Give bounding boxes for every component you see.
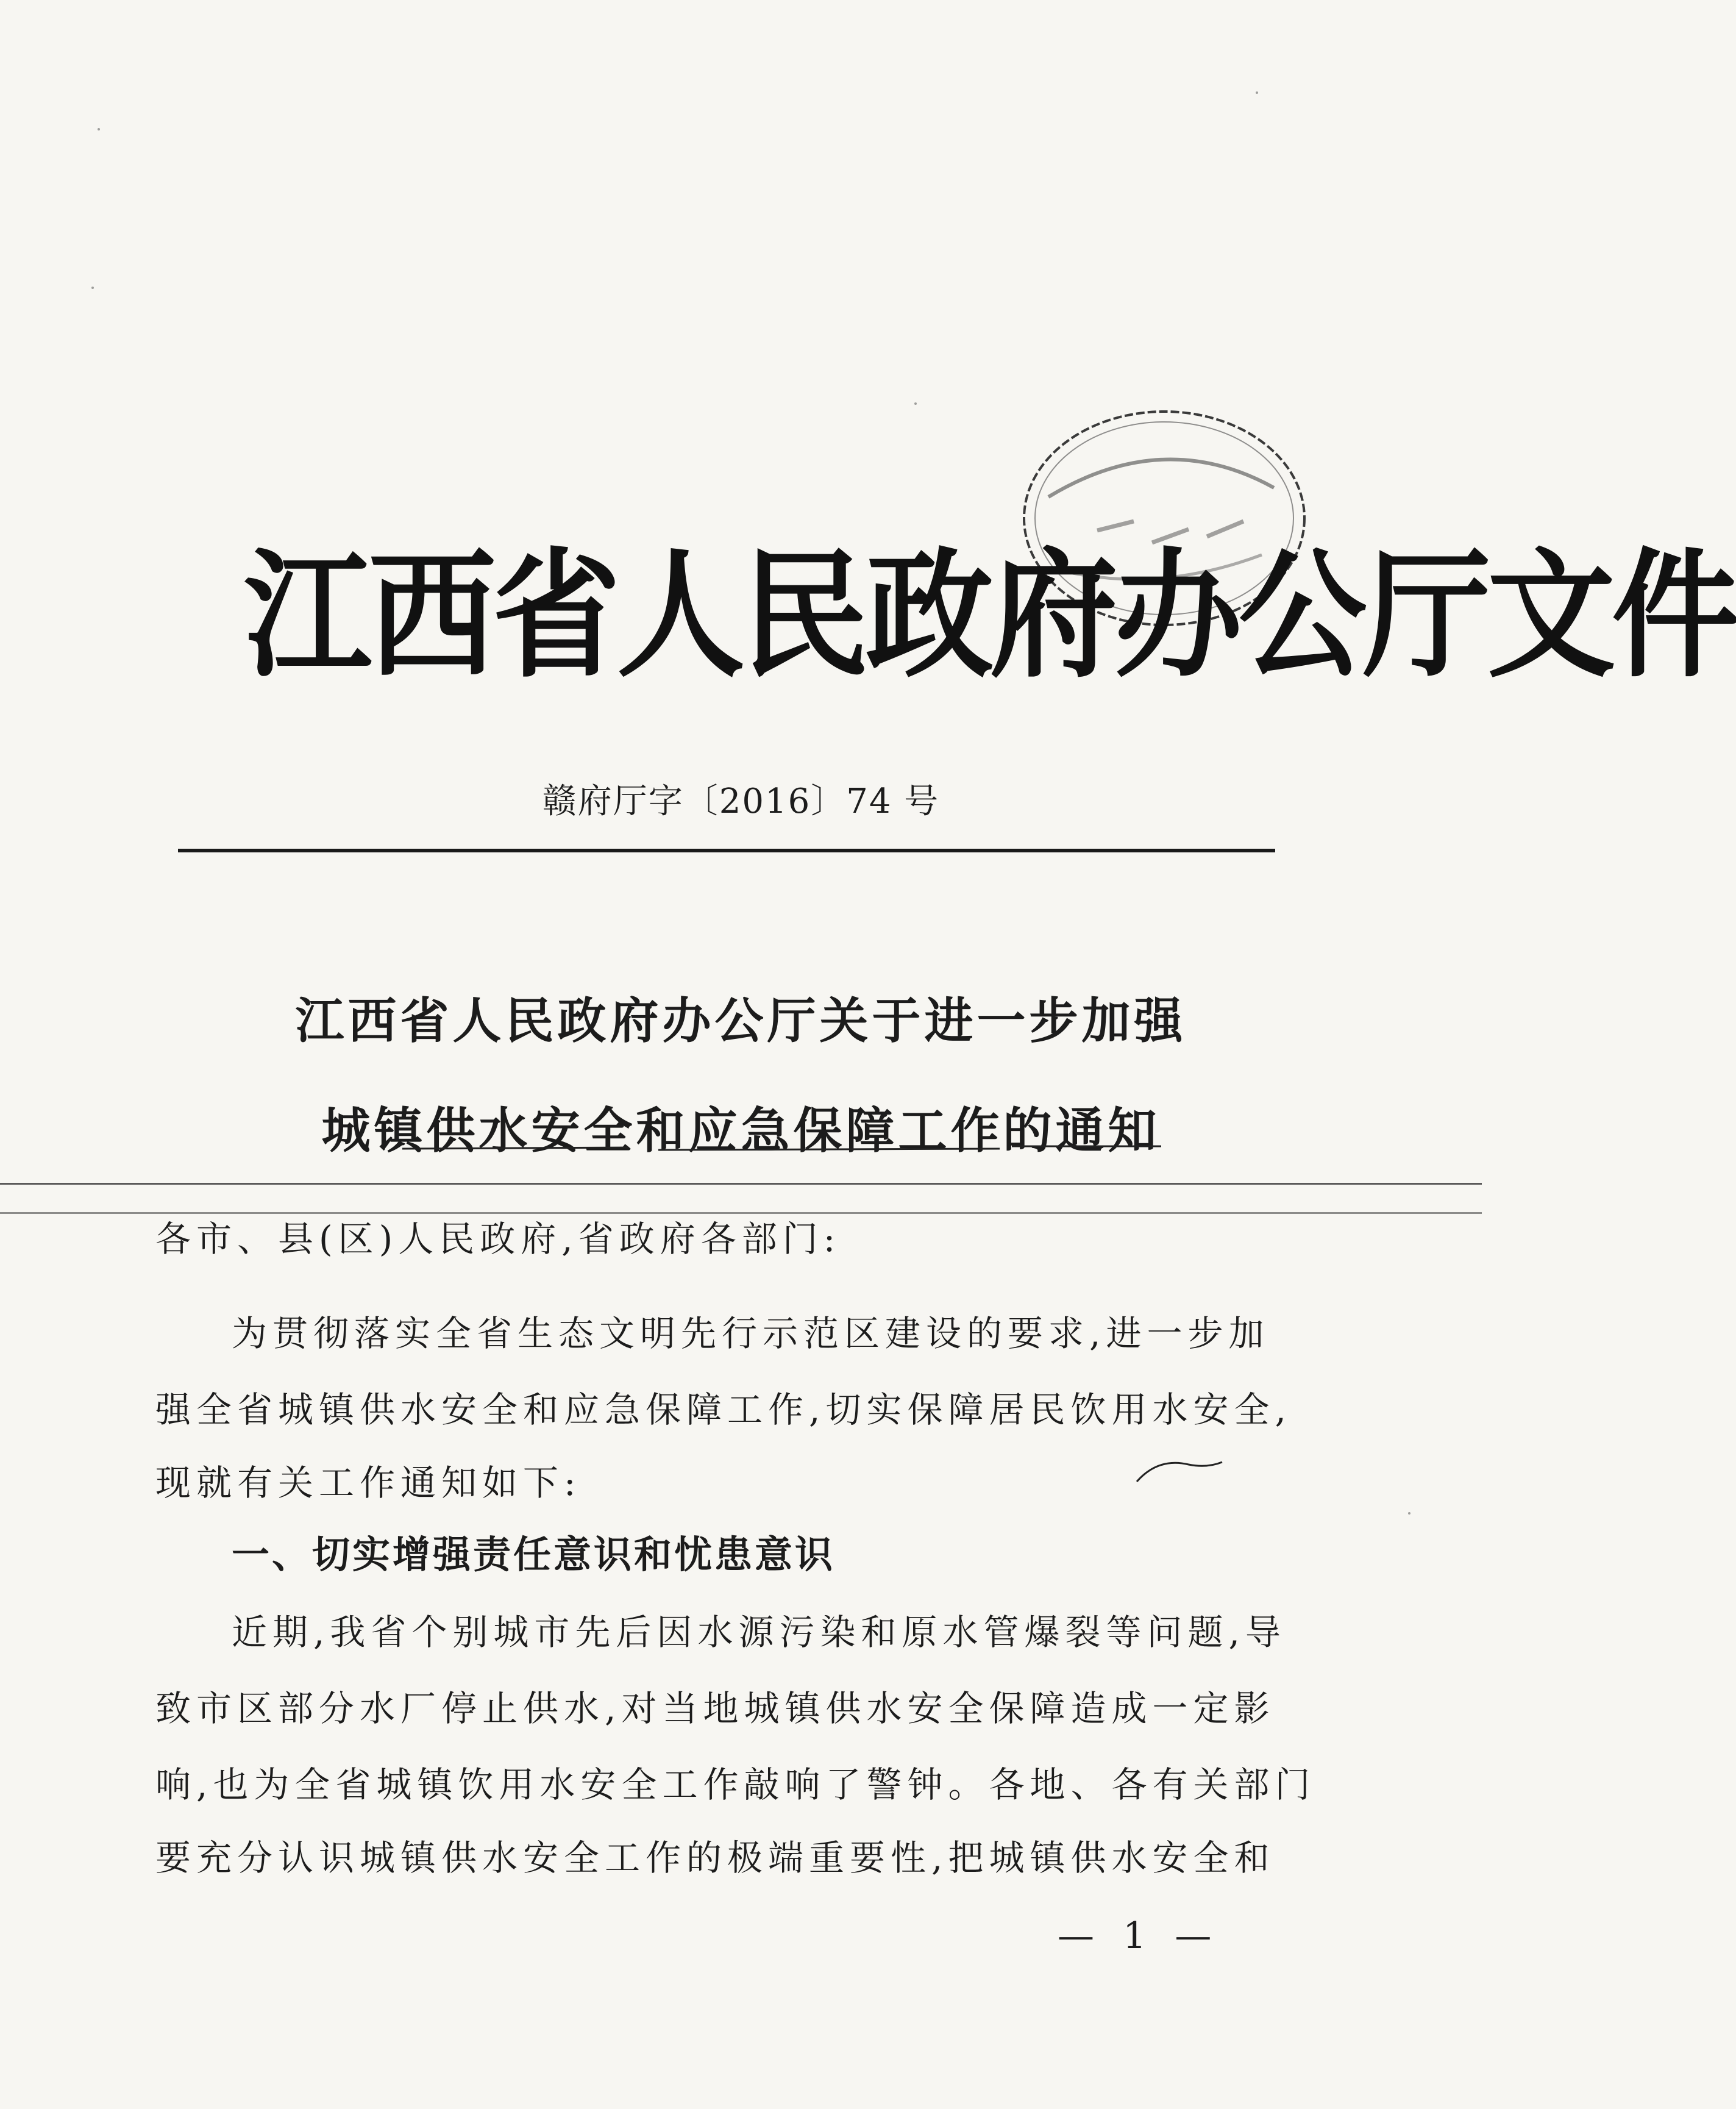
paragraph-line: 响,也为全省城镇饮用水安全工作敲响了警钟。各地、各有关部门 — [155, 1764, 1316, 1805]
addressee-line: 各市、县(区)人民政府,省政府各部门: — [155, 1218, 841, 1260]
paragraph-line: 要充分认识城镇供水安全工作的极端重要性,把城镇供水安全和 — [155, 1837, 1275, 1879]
scan-speck — [1256, 91, 1258, 94]
scan-speck — [91, 287, 94, 289]
document-title: 江西省人民政府办公厅文件 — [244, 535, 1736, 697]
paragraph-line: 为贯彻落实全省生态文明先行示范区建设的要求,进一步加 — [232, 1313, 1270, 1354]
scan-speck — [1408, 1512, 1410, 1515]
notice-title-line-2: 城镇供水安全和应急保障工作的通知 — [321, 1102, 1161, 1159]
scan-speck — [98, 128, 100, 130]
notice-title-line-1: 江西省人民政府办公厅关于进一步加强 — [295, 992, 1187, 1049]
pen-tick-mark — [1134, 1451, 1225, 1488]
paragraph-line: 近期,我省个别城市先后因水源污染和原水管爆裂等问题,导 — [232, 1611, 1286, 1653]
pen-underline-mark — [402, 1140, 1164, 1158]
document-number: 赣府厅字〔2016〕74 号 — [542, 782, 940, 821]
section-heading-1: 一、切实增强责任意识和忧患意识 — [232, 1532, 836, 1577]
scan-line — [0, 1183, 1482, 1185]
header-rule — [178, 849, 1275, 852]
paragraph-line: 强全省城镇供水安全和应急保障工作,切实保障居民饮用水安全, — [155, 1389, 1292, 1430]
scan-speck — [914, 402, 917, 405]
page-number: — 1 — — [1058, 1915, 1220, 1957]
paragraph-line: 致市区部分水厂停止供水,对当地城镇供水安全保障造成一定影 — [155, 1688, 1275, 1729]
paragraph-line: 现就有关工作通知如下: — [155, 1462, 582, 1504]
